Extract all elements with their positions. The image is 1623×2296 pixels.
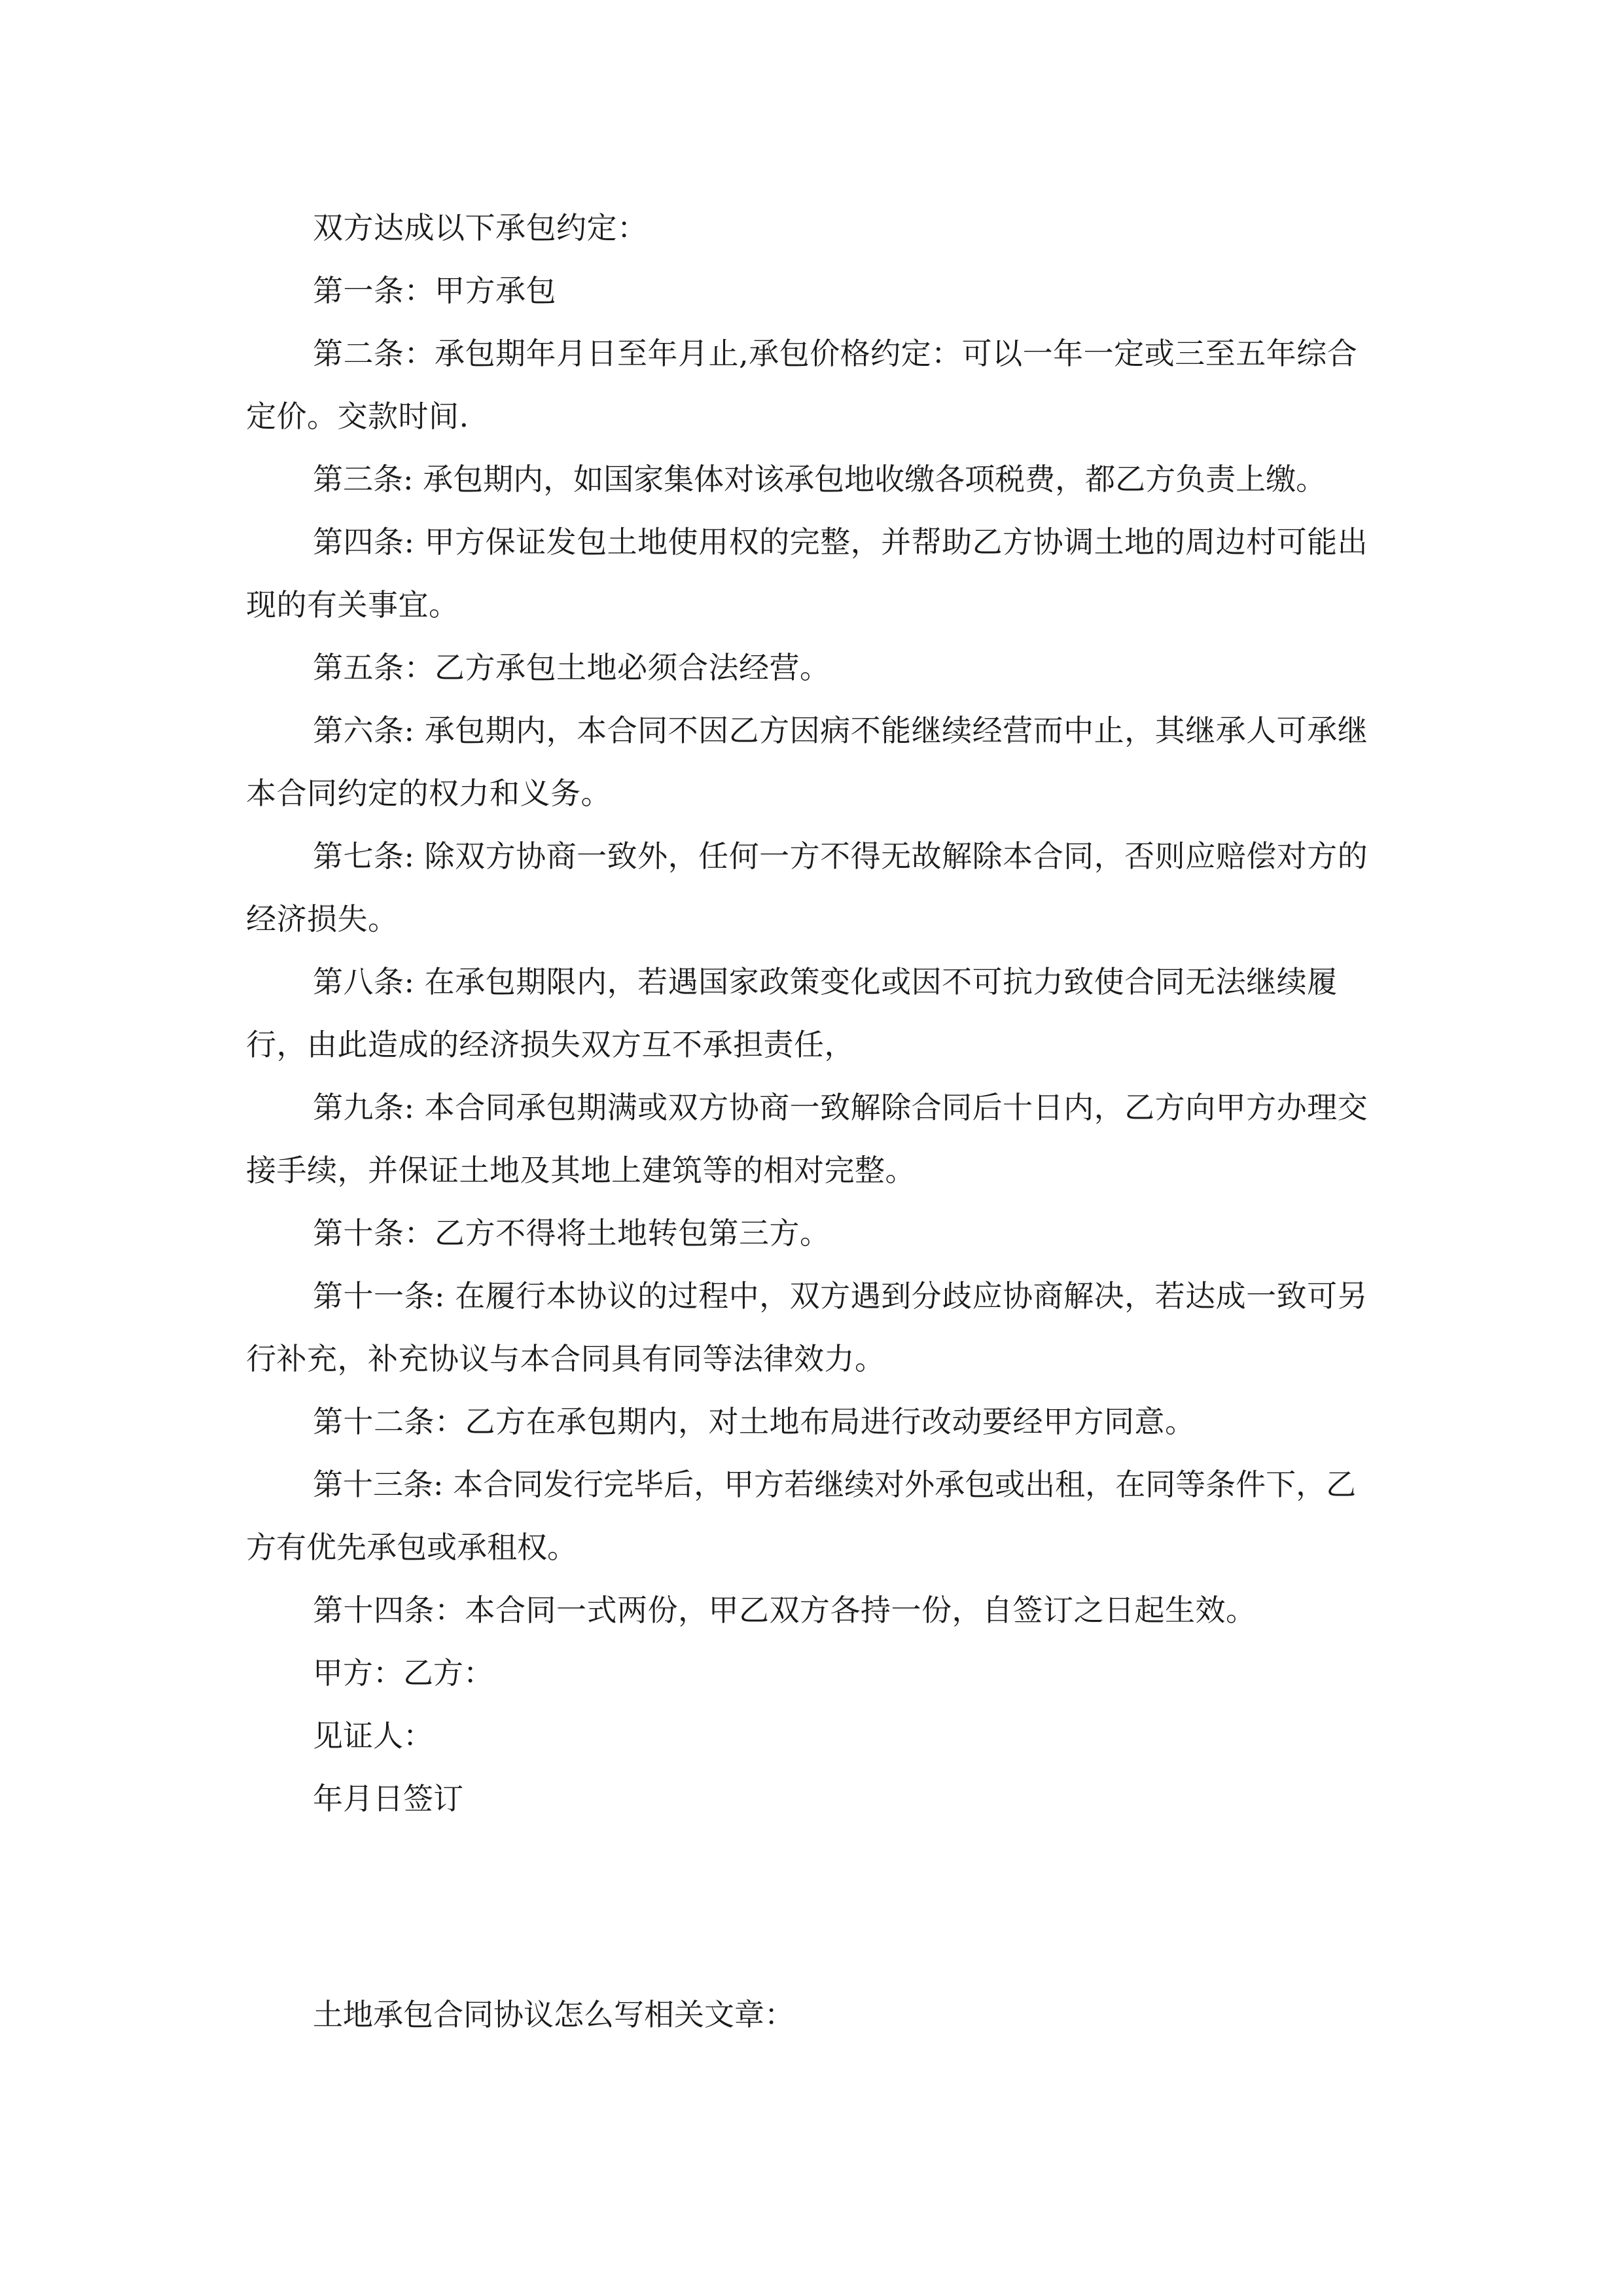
article-9: 第九条: 本合同承包期满或双方协商一致解除合同后十日内，乙方向甲方办理交接手续，并保证土地及其地上建筑等的相对完整。 — [246, 1090, 1368, 1188]
article-6: 第六条: 承包期内，本合同不因乙方因病不能继续经营而中止，其继承人可承继本合同约定的权力和义务。 — [246, 713, 1368, 811]
article-3: 第三条: 承包期内，如国家集体对该承包地收缴各项税费，都乙方负责上缴。 — [313, 461, 1327, 497]
article-5: 第五条：乙方承包土地必须合法经营。 — [313, 650, 830, 685]
article-10: 第十条：乙方不得将土地转包第三方。 — [313, 1215, 830, 1251]
witness-line: 见证人： — [313, 1718, 433, 1753]
article-12: 第十二条：乙方在承包期内，对土地布局进行改动要经甲方同意。 — [313, 1404, 1196, 1439]
article-14: 第十四条：本合同一式两份，甲乙双方各持一份，自签订之日起生效。 — [313, 1592, 1257, 1628]
intro-paragraph: 双方达成以下承包约定： — [313, 210, 648, 245]
article-1: 第一条：甲方承包 — [313, 273, 556, 308]
parties-line: 甲方：乙方： — [313, 1655, 493, 1691]
signed-date-line: 年月日签订 — [313, 1781, 463, 1816]
article-11: 第十一条: 在履行本协议的过程中，双方遇到分歧应协商解决，若达成一致可另行补充，补充协议与本合同具有同等法律效力。 — [246, 1278, 1368, 1376]
article-7: 第七条: 除双方协商一致外，任何一方不得无故解除本合同，否则应赔偿对方的经济损失。 — [246, 838, 1368, 937]
contract-body — [246, 196, 1381, 1830]
article-2: 第二条：承包期年月日至年月止,承包价格约定：可以一年一定或三至五年综合定价。交款时间. — [246, 336, 1358, 434]
related-articles-heading: 土地承包合同协议怎么写相关文章： — [313, 1997, 794, 2032]
article-8: 第八条: 在承包期限内，若遇国家政策变化或因不可抗力致使合同无法继续履行，由此造成的经济损失双方互不承担责任， — [246, 964, 1338, 1062]
article-13: 第十三条: 本合同发行完毕后，甲方若继续对外承包或出租，在同等条件下，乙方有优先承包或承租权。 — [246, 1467, 1357, 1565]
article-4: 第四条: 甲方保证发包土地使用权的完整，并帮助乙方协调土地的周边村可能出现的有关事宜。 — [246, 524, 1368, 622]
